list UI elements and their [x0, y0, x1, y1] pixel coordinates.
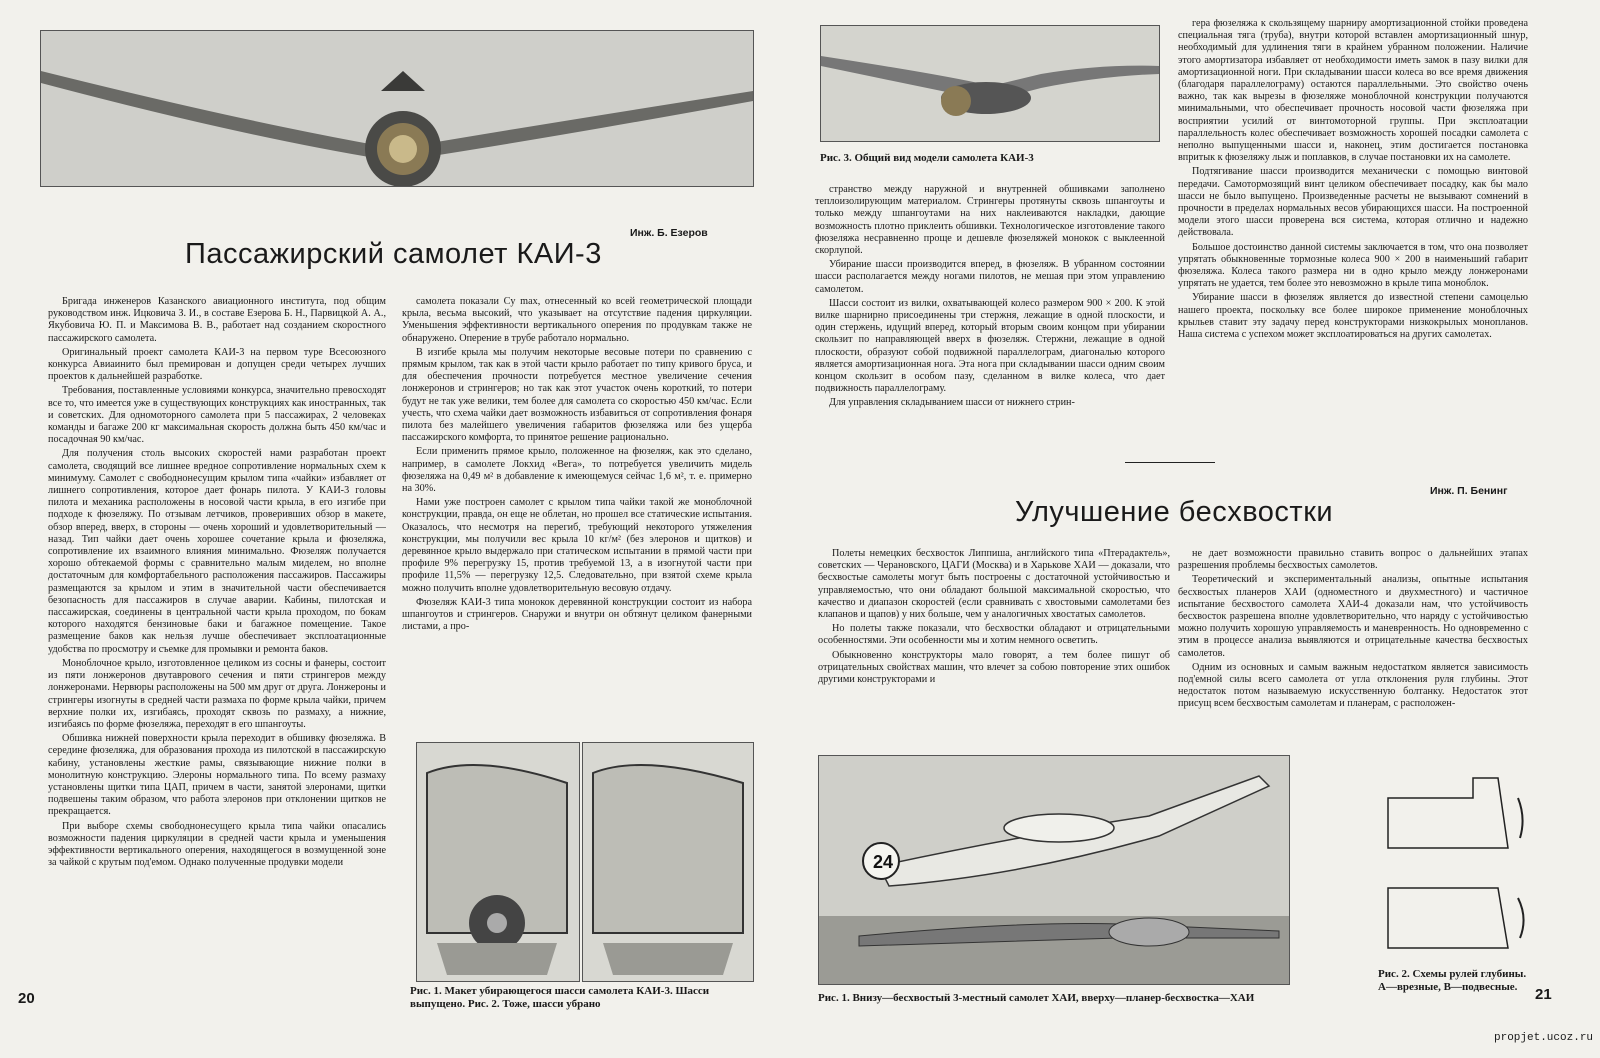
- article-column-1: [815, 184, 1165, 454]
- paragraph: Убирание шасси в фюзеляж является до известной степени самоцелью нашего проекта, поскольку все более широкое применение моноблочных крыльев ставит эту задачу перед конструкторами низкокрылых монопланов. Наша система с успехом может эксплоатироваться на других самолетах.: [1178, 292, 1528, 341]
- paragraph: Полеты немецких бесхвосток Липпиша, английского типа «Птерадактель», советских — Черановского, ЦАГИ (Москва) и в Харькове ХАИ — доказали, что бесхвостые самолеты могут быть построены с достаточной устойчивостью и управляемостью, что они обладают большой максимальной скоростью, что качество и диапазон скоростей (если сравнивать с хвостовыми самолетами без клапанов и щапов) у них больше, чем у аналогичных хвостатых самолетов.: [818, 548, 1170, 621]
- paragraph: Нами уже построен самолет с крылом типа чайки такой же моноблочной конструкции, правда, он еще не облетан, но прошел все статические испытания. Оказалось, что несмотря на перегиб, требующий некоторого утяжеления конструкции, мы получили вес крыла 10 кг/м² (без элеронов и щитков) и деревянное крыло выдержало при статическом испытании в прямой части при профиле 9% перегрузку 15, против требуемой 13, а в изогнутой части при профиле 11,5% — перегрузку 12,5. Следовательно, при взятой схеме крыла можно получить вполне удовлетворительную весовую отдачу.: [402, 497, 752, 594]
- paragraph: гера фюзеляжа к скользящему шарниру амортизационной стойки проведена специальная тяга (труба), внутри которой вставлен амортизационный шнур, необходимый для удлинения тяги в крайнем убранном положении. Наличие этого амортизатора избавляет от необходимости иметь замок в пазу вилки для амортизационной ноги. При складывании шасси колеса во все время движения (благодаря параллелограму) остаются параллельными. Это свойство очень важно, так как вырезы в фюзеляже моноблочной конструкции получаются минимальными, что обеспечивает прочность носовой части фюзеляжа при восприятии усилий от винтомоторной группы. При эксплоатации параллельность колес обеспечивает возможность хорошей посадки самолета с неполно выпущенными шасси и, наконец, этим достигается постановка впритык к фюзеляжу лыж и поплавков, в случае постановки их на самолете.: [1178, 18, 1528, 164]
- kai3-front-photo: [40, 30, 754, 187]
- article-column-3: [818, 548, 1170, 744]
- paragraph: Для получения столь высоких скоростей нами разработан проект самолета, сводящий все лишнее вредное сопротивление нормальных схем к минимуму. Самолет с свободнонесущим крылом типа «чайки» избавляет от лишнего сопротивления, которое дает фонарь пилота. У КАИ-3 головы пилота и механика расположены в носовой части крыла, в его изгибе при подходе к фюзеляжу. По отзывам летчиков, проверивших обзор в макете, обзор вперед, вверх, в стороны — очень хороший и удовлетворительный — назад. Тип чайки дает очень хорошее сочетание крыла и фюзеляжа, сопротивление их взаимного влияния минимально. Фюзеляж получается хорошо обтекаемой формы с сравнительно малым миделем, но вполне достаточным для комфортабельного расположения пассажиров. Пассажиры размещаются за крылом и этим в значительной части обеспечивается безопасность для пассажиров в случае аварии. Кабины, пилотская и пассажирская, соединены в центральной части крыла проходом, по бокам которого находятся бензиновые баки и багажное помещение. Такое размещение баков как нельзя лучше обеспечивает эксплоатационные удобства по просмотру и съемке для промывки и ремонта баков.: [48, 448, 386, 655]
- paragraph: Шасси состоит из вилки, охватывающей колесо размером 900 × 200. К этой вилке шарнирно присоединены три стержня, лежащие в одной плоскости, и один стержень, идущий вперед, который вторым своим концом при убирании скользит по направляющей вверх в фюзеляж. Стержни, лежащие в одной плоскости, образуют собой подвижной параллелограм, диагональю которого является амортизационная нога. Эта нога при складывании шасси одним своим концом скользит в особом пазу, сделанном в вилке колеса, что дает подвижность параллелограму.: [815, 297, 1165, 395]
- paragraph: Для управления складыванием шасси от нижнего стрин-: [829, 397, 1075, 409]
- paragraph: Обыкновенно конструкторы мало говорят, а тем более пишут об отрицательных свойствах машин, что влечет за собою повторение этих ошибок другими конструкторами и: [818, 649, 1170, 686]
- paragraph: Большое достоинство данной системы заключается в том, что она позволяет упрятать обыкновенные тормозные колеса 900 × 200 в наименьший габарит фюзеляжа. Колеса такого размера ни в одно крыло между лонжеронами упрятать не удается, тем более это невозможно в крыле типа моноблок.: [1178, 241, 1528, 290]
- landing-gear-extended-photo: [416, 742, 580, 982]
- paragraph: Теоретический и экспериментальный анализы, опытные испытания бесхвостых планеров ХАИ (одноместного и двухместного) и частичное испытание бесхвостого самолета ХАИ-4 доказали нам, что устойчивость бесхвосток разрешена вполне удовлетворительно, что наряду с устойчивостью можно получить хорошую управляемость и маневренность. Но одновременно с этим в процессе анализа выявляются и отрицательные качества бесхвостых самолетов.: [1178, 574, 1528, 659]
- kai3-model-photo: [820, 25, 1160, 142]
- figure-1-caption: Рис. 1. Внизу—бесхвостый 3-местный самолет ХАИ, вверху—планер-бесхвостка—ХАИ: [818, 992, 1255, 1004]
- paragraph: Одним из основных и самым важным недостатком является зависимость под'емной силы всего самолета от угла отклонения руля глубины. Этот недостаток потом называемую искусственную болтанку. Недостаток этот присущ всем бесхвостым самолетам и планерам, с расположен-: [1178, 661, 1528, 710]
- elevator-schemes-figure: [1378, 758, 1536, 966]
- left-page: [0, 0, 790, 1058]
- paragraph: Убирание шасси производится вперед, в фюзеляж. В убранном состоянии шасси располагается между ногами пилотов, не мешая при этом управлению самолетом.: [815, 259, 1165, 295]
- article-column-4: [1178, 548, 1528, 748]
- right-page: [800, 0, 1600, 1058]
- paragraph: Если применить прямое крыло, положенное на фюзеляж, как это сделано, например, в самолете Локхид «Вега», то потребуется увеличить мидель фюзеляжа на 0,49 м² в добавление к имеющемуся сейчас 1,6 м², т. е. примерно на 30%.: [402, 446, 752, 495]
- figure-caption: Рис. 1. Макет убирающегося шасси самолета КАИ-3. Шасси выпущено. Рис. 2. Тоже, шасси убрано: [410, 985, 710, 1010]
- figure-3-caption: Рис. 3. Общий вид модели самолета КАИ-3: [820, 152, 1034, 164]
- section-divider: [1125, 462, 1215, 463]
- article-title: Улучшение бесхвостки: [1015, 496, 1334, 528]
- article-column-2: [402, 296, 752, 728]
- plane-number: 24: [873, 852, 894, 872]
- paragraph: Подтягивание шасси производится механически с помощью винтовой передачи. Самотормозящий винт целиком обеспечивает посадку, как бы мало шасси не было выпущено. Произведенные расчеты не вызывают сомнений в прочности в пределах нормальных весов убирающихся шасси. На построенной модели этого шасси проверена вся система, которая отлично и надежно действовала.: [1178, 166, 1528, 239]
- paragraph: В изгибе крыла мы получим некоторые весовые потери по сравнению с прямым крылом, так как в этой части крыло работает по типу кривого бруса, и для обеспечения прочности потребуется местное увеличение сечения лонжеронов и стрингеров; но так как этот участок очень короткий, то потери будут не так уже велики, тем более для самолета со скоростью 450 км/час. Если учесть, что схема чайки дает возможность избавиться от сопротивления фонаря пилота без малейшего увеличения габаритов фюзеляжа или без ущерба пассажирского комфорта, то принятое решение рационально.: [402, 346, 752, 444]
- paragraph: Оригинальный проект самолета КАИ-3 на первом туре Всесоюзного конкурса Авиаинито был премирован и допущен среди четырех лучших проектов к дальнейшей разработке.: [48, 346, 386, 383]
- paragraph: Моноблочное крыло, изготовленное целиком из сосны и фанеры, состоит из пяти лонжеронов двутаврового сечения и пяти стрингеров между лонжеронами. Нервюры расположены на 500 мм друг от друга. Лонжероны и стрингеры изогнуты в средней части размаха по форме крыла чайки, причем верхние полки их, изгибаясь, проходят сквозь по размаху, а нижние, изгибаясь по форме фюзеляжа, переходят в его шпангоуты.: [48, 657, 386, 730]
- khai-aircraft-photo: [818, 755, 1290, 985]
- paragraph: странство между наружной и внутренней обшивками заполнено теплоизолирующим материалом. Стрингеры протянуты сквозь шпангоуты и только между шпангоутами на них наклеиваются накладки, дающие возможность плотно приклеить обшивки. Технологическое изготовление такого фюзеляжа несравненно проще и дешевле фюзеляжей монокок с выклеенной скорлупой.: [815, 184, 1165, 257]
- paragraph: При выборе схемы свободнонесущего крыла типа чайки опасались возможности падения циркуляции в средней части крыла и уменьшения эффективности вертикального оперения, находящегося в возмущенной зоне за чайкой с крутым под'емом. Однако полученные продувки модели: [48, 820, 386, 869]
- paragraph: не дает возможности правильно ставить вопрос о дальнейших этапах разрешения проблемы бесхвостых самолетов.: [1178, 548, 1528, 572]
- page-number: 21: [1535, 986, 1552, 1003]
- paragraph: Бригада инженеров Казанского авиационного института, под общим руководством инж. Ицковича З. И., в составе Езерова Б. Н., Парвицкой А. А., Якубовича Ю. П. и Максимова В. В., работает над созданием скоростного пассажирского самолета.: [48, 296, 386, 344]
- byline: Инж. Б. Езеров: [630, 227, 708, 239]
- paragraph: Требования, поставленные условиями конкурса, значительно превосходят все то, что имеется уже в существующих конструкциях как иностранных, так и советских. Для одномоторного самолета при 5 пассажирах, 2 человеках команды и багаже 200 кг максимальная скорость должна быть 450 км/час и посадочная 90 км/час.: [48, 385, 386, 446]
- paragraph: самолета показали Cy max, отнесенный ко всей геометрической площади крыла, весьма высокий, что указывает на отсутствие падения циркуляции. Уменьшения эффективности вертикального оперения по продувкам также не обнаружено. Оперение в трубе работало нормально.: [402, 296, 752, 344]
- paragraph: Обшивка нижней поверхности крыла переходит в обшивку фюзеляжа. В середине фюзеляжа, для образования прохода из пилотской в пассажирскую кабину, установлены жесткие рамы, связывающие нижние полки в монолитную конструкцию. Элероны нормального типа. По всему размаху установлены щитки типа ЦАП, причем в части, занятой элеронами, щитки подвешены таким образом, что работа элеронов при отклонении щитков не прекращается.: [48, 733, 386, 818]
- article-column-2: [1178, 18, 1528, 450]
- article-column-1: [48, 296, 386, 1008]
- watermark: propjet.ucoz.ru: [1494, 1032, 1594, 1044]
- byline: Инж. П. Бенинг: [1430, 485, 1508, 497]
- article-title: Пассажирский самолет КАИ-3: [185, 238, 602, 270]
- landing-gear-retracted-photo: [582, 742, 754, 982]
- paragraph: Фюзеляж КАИ-3 типа монокок деревянной конструкции состоит из набора шпангоутов и стрингеров. Снаружи и внутри он обтянут целиком фанерными листами, а про-: [402, 596, 752, 633]
- page-number: 20: [18, 990, 35, 1007]
- paragraph: Но полеты также показали, что бесхвостки обладают и отрицательными особенностями. Эти особенности мы и хотим немного осветить.: [818, 623, 1170, 647]
- figure-2-caption: Рис. 2. Схемы рулей глубины. А—врезные, В—подвесные.: [1378, 968, 1527, 993]
